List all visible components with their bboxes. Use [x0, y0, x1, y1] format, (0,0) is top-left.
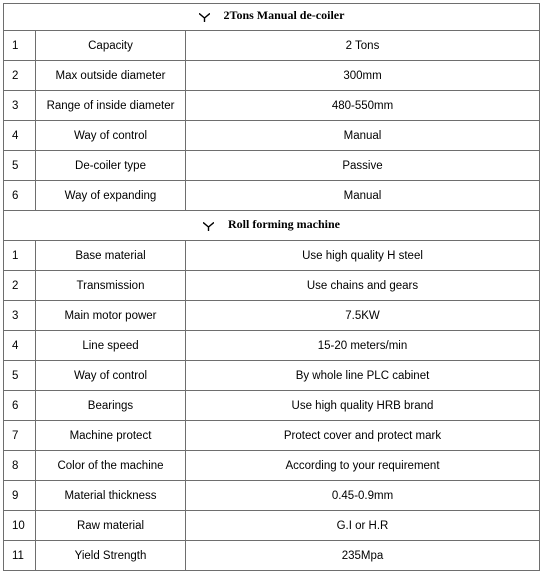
row-number: 3 — [4, 301, 36, 331]
parameter-value: Protect cover and protect mark — [186, 421, 540, 451]
parameter-value: 15-20 meters/min — [186, 331, 540, 361]
row-number: 4 — [4, 331, 36, 361]
section-header-content — [203, 217, 340, 232]
row-number: 4 — [4, 121, 36, 151]
parameter-value: Passive — [186, 151, 540, 181]
row-number: 9 — [4, 481, 36, 511]
table-row — [4, 241, 540, 271]
row-number: 5 — [4, 361, 36, 391]
table-row — [4, 481, 540, 511]
row-number: 5 — [4, 151, 36, 181]
section-header-cell — [4, 211, 540, 241]
parameter-name: Yield Strength — [36, 541, 186, 571]
parameter-value: Manual — [186, 121, 540, 151]
chevron-bullet-icon — [199, 11, 210, 20]
chevron-bullet-icon — [203, 220, 214, 229]
spec-table-body — [4, 4, 540, 571]
parameter-name: Transmission — [36, 271, 186, 301]
row-number: 6 — [4, 391, 36, 421]
section-header — [4, 4, 540, 31]
parameter-value: G.I or H.R — [186, 511, 540, 541]
spec-table — [3, 3, 540, 571]
table-row — [4, 301, 540, 331]
table-row — [4, 271, 540, 301]
table-row — [4, 421, 540, 451]
row-number: 10 — [4, 511, 36, 541]
parameter-name: De-coiler type — [36, 151, 186, 181]
parameter-name: Material thickness — [36, 481, 186, 511]
parameter-value: 7.5KW — [186, 301, 540, 331]
table-row — [4, 511, 540, 541]
table-row — [4, 541, 540, 571]
row-number: 7 — [4, 421, 36, 451]
parameter-value: 0.45-0.9mm — [186, 481, 540, 511]
table-row — [4, 91, 540, 121]
parameter-name: Capacity — [36, 31, 186, 61]
parameter-name: Main motor power — [36, 301, 186, 331]
row-number: 11 — [4, 541, 36, 571]
section-header — [4, 211, 540, 241]
table-row — [4, 181, 540, 211]
parameter-value: Use high quality HRB brand — [186, 391, 540, 421]
section-title: Roll forming machine — [228, 216, 340, 231]
table-row — [4, 31, 540, 61]
section-title: 2Tons Manual de-coiler — [223, 8, 345, 22]
parameter-value: Use chains and gears — [186, 271, 540, 301]
row-number: 3 — [4, 91, 36, 121]
section-header-content — [199, 8, 345, 23]
table-row — [4, 151, 540, 181]
parameter-value: Use high quality H steel — [186, 241, 540, 271]
parameter-value: 2 Tons — [186, 31, 540, 61]
row-number: 8 — [4, 451, 36, 481]
parameter-value: 235Mpa — [186, 541, 540, 571]
parameter-name: Way of control — [36, 361, 186, 391]
section-header-cell — [4, 4, 540, 31]
row-number: 1 — [4, 241, 36, 271]
row-number: 1 — [4, 31, 36, 61]
parameter-value: 300mm — [186, 61, 540, 91]
parameter-name: Line speed — [36, 331, 186, 361]
parameter-name: Way of control — [36, 121, 186, 151]
parameter-name: Color of the machine — [36, 451, 186, 481]
parameter-name: Way of expanding — [36, 181, 186, 211]
parameter-name: Base material — [36, 241, 186, 271]
parameter-name: Raw material — [36, 511, 186, 541]
parameter-name: Machine protect — [36, 421, 186, 451]
table-row — [4, 451, 540, 481]
parameter-name: Range of inside diameter — [36, 91, 186, 121]
row-number: 6 — [4, 181, 36, 211]
parameter-name: Max outside diameter — [36, 61, 186, 91]
row-number: 2 — [4, 271, 36, 301]
parameter-name: Bearings — [36, 391, 186, 421]
table-row — [4, 61, 540, 91]
table-row — [4, 361, 540, 391]
parameter-value: 480-550mm — [186, 91, 540, 121]
row-number: 2 — [4, 61, 36, 91]
parameter-value: According to your requirement — [186, 451, 540, 481]
table-row — [4, 391, 540, 421]
table-row — [4, 331, 540, 361]
parameter-value: By whole line PLC cabinet — [186, 361, 540, 391]
table-row — [4, 121, 540, 151]
parameter-value: Manual — [186, 181, 540, 211]
